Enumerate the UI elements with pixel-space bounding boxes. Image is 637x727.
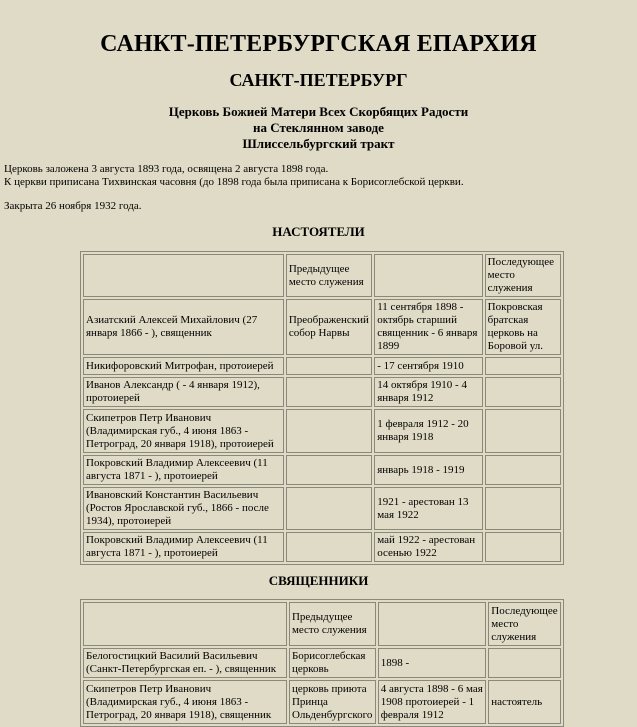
table-cell xyxy=(485,487,561,530)
table-cell: Преображенский собор Нарвы xyxy=(286,299,372,355)
priests-heading: СВЯЩЕННИКИ xyxy=(268,573,369,588)
table-row xyxy=(83,409,561,453)
priests-table xyxy=(80,599,564,727)
table-cell: январь 1918 - 1919 xyxy=(374,455,482,485)
column-header: Предыдущее место служения xyxy=(289,602,376,646)
table-cell: Скипетров Петр Иванович (Владимирская губ., 4 июня 1863 - Петроград, 20 января 1918), священник xyxy=(83,680,287,724)
diocese-title: САНКТ-ПЕТЕРБУРГСКАЯ ЕПАРХИЯ xyxy=(100,31,537,57)
table-cell xyxy=(485,377,561,407)
table-cell: Покровская братская церковь на Боровой ул. xyxy=(485,299,561,355)
table-header-row xyxy=(83,602,561,646)
column-header xyxy=(83,254,284,297)
table-cell: Белогостицкий Василий Васильевич (Санкт-Петербургская еп. - ), священник xyxy=(83,648,287,678)
church-history xyxy=(4,163,634,189)
table-cell: 14 октября 1910 - 4 января 1912 xyxy=(374,377,482,407)
table-cell xyxy=(488,648,561,678)
table-cell xyxy=(286,487,372,530)
church-title-line: Церковь Божией Матери Всех Скорбящих Радости xyxy=(168,104,469,119)
table-cell: 1 февраля 1912 - 20 января 1918 xyxy=(374,409,482,453)
rectors-heading: НАСТОЯТЕЛИ xyxy=(272,224,365,239)
table-row xyxy=(83,648,561,678)
table-cell: 1898 - xyxy=(378,648,487,678)
city-title: САНКТ-ПЕТЕРБУРГ xyxy=(229,70,408,90)
table-cell: Азиатский Алексей Михайлович (27 января 1866 - ), священник xyxy=(83,299,284,355)
table-cell: Никифоровский Митрофан, протоиерей xyxy=(83,357,284,375)
column-header xyxy=(378,602,487,646)
table-cell: май 1922 - арестован осенью 1922 xyxy=(374,532,482,562)
table-row xyxy=(83,357,561,375)
table-cell: настоятель xyxy=(488,680,561,724)
table-cell xyxy=(286,532,372,562)
table-cell xyxy=(485,455,561,485)
table-cell: Покровский Владимир Алексеевич (11 августа 1871 - ), протоиерей xyxy=(83,455,284,485)
table-cell: - 17 сентября 1910 xyxy=(374,357,482,375)
column-header xyxy=(374,254,482,297)
history-line: Церковь заложена 3 августа 1893 года, освящена 2 августа 1898 года. xyxy=(4,163,329,175)
table-cell: 1921 - арестован 13 мая 1922 xyxy=(374,487,482,530)
column-header: Предыдущее место служения xyxy=(286,254,372,297)
table-cell: Иванов Александр ( - 4 января 1912), протоиерей xyxy=(83,377,284,407)
church-title xyxy=(0,104,637,152)
table-cell xyxy=(485,357,561,375)
table-cell: церковь приюта Принца Ольденбургского xyxy=(289,680,376,724)
column-header xyxy=(83,602,287,646)
table-cell: Покровский Владимир Алексеевич (11 августа 1871 - ), протоиерей xyxy=(83,532,284,562)
table-row xyxy=(83,455,561,485)
table-cell xyxy=(286,455,372,485)
table-row xyxy=(83,680,561,724)
table-row xyxy=(83,299,561,355)
table-cell xyxy=(286,409,372,453)
table-row xyxy=(83,377,561,407)
table-row xyxy=(83,532,561,562)
rectors-table xyxy=(80,251,564,565)
church-title-line: Шлиссельбургский тракт xyxy=(242,136,395,151)
table-cell: Ивановский Константин Васильевич (Ростов Ярославской губ., 1866 - после 1934), протоиерей xyxy=(83,487,284,530)
column-header: Последующее место служения xyxy=(488,602,561,646)
table-header-row xyxy=(83,254,561,297)
table-cell xyxy=(286,357,372,375)
table-cell xyxy=(485,409,561,453)
closure-note: Закрыта 26 ноября 1932 года. xyxy=(4,200,142,212)
church-title-line: на Стеклянном заводе xyxy=(253,120,384,135)
table-cell: 11 сентября 1898 - октябрь старший священник - 6 января 1899 xyxy=(374,299,482,355)
history-line: К церкви приписана Тихвинская часовня (до 1898 года была приписана к Борисоглебской церкви. xyxy=(4,176,464,188)
table-cell: Скипетров Петр Иванович (Владимирская губ., 4 июня 1863 - Петроград, 20 января 1918), протоиерей xyxy=(83,409,284,453)
table-cell: Борисоглебская церковь xyxy=(289,648,376,678)
table-cell xyxy=(485,532,561,562)
table-cell: 4 августа 1898 - 6 мая 1908 протоиерей - 1 февраля 1912 xyxy=(378,680,487,724)
column-header: Последующее место служения xyxy=(485,254,561,297)
table-row xyxy=(83,487,561,530)
table-cell xyxy=(286,377,372,407)
